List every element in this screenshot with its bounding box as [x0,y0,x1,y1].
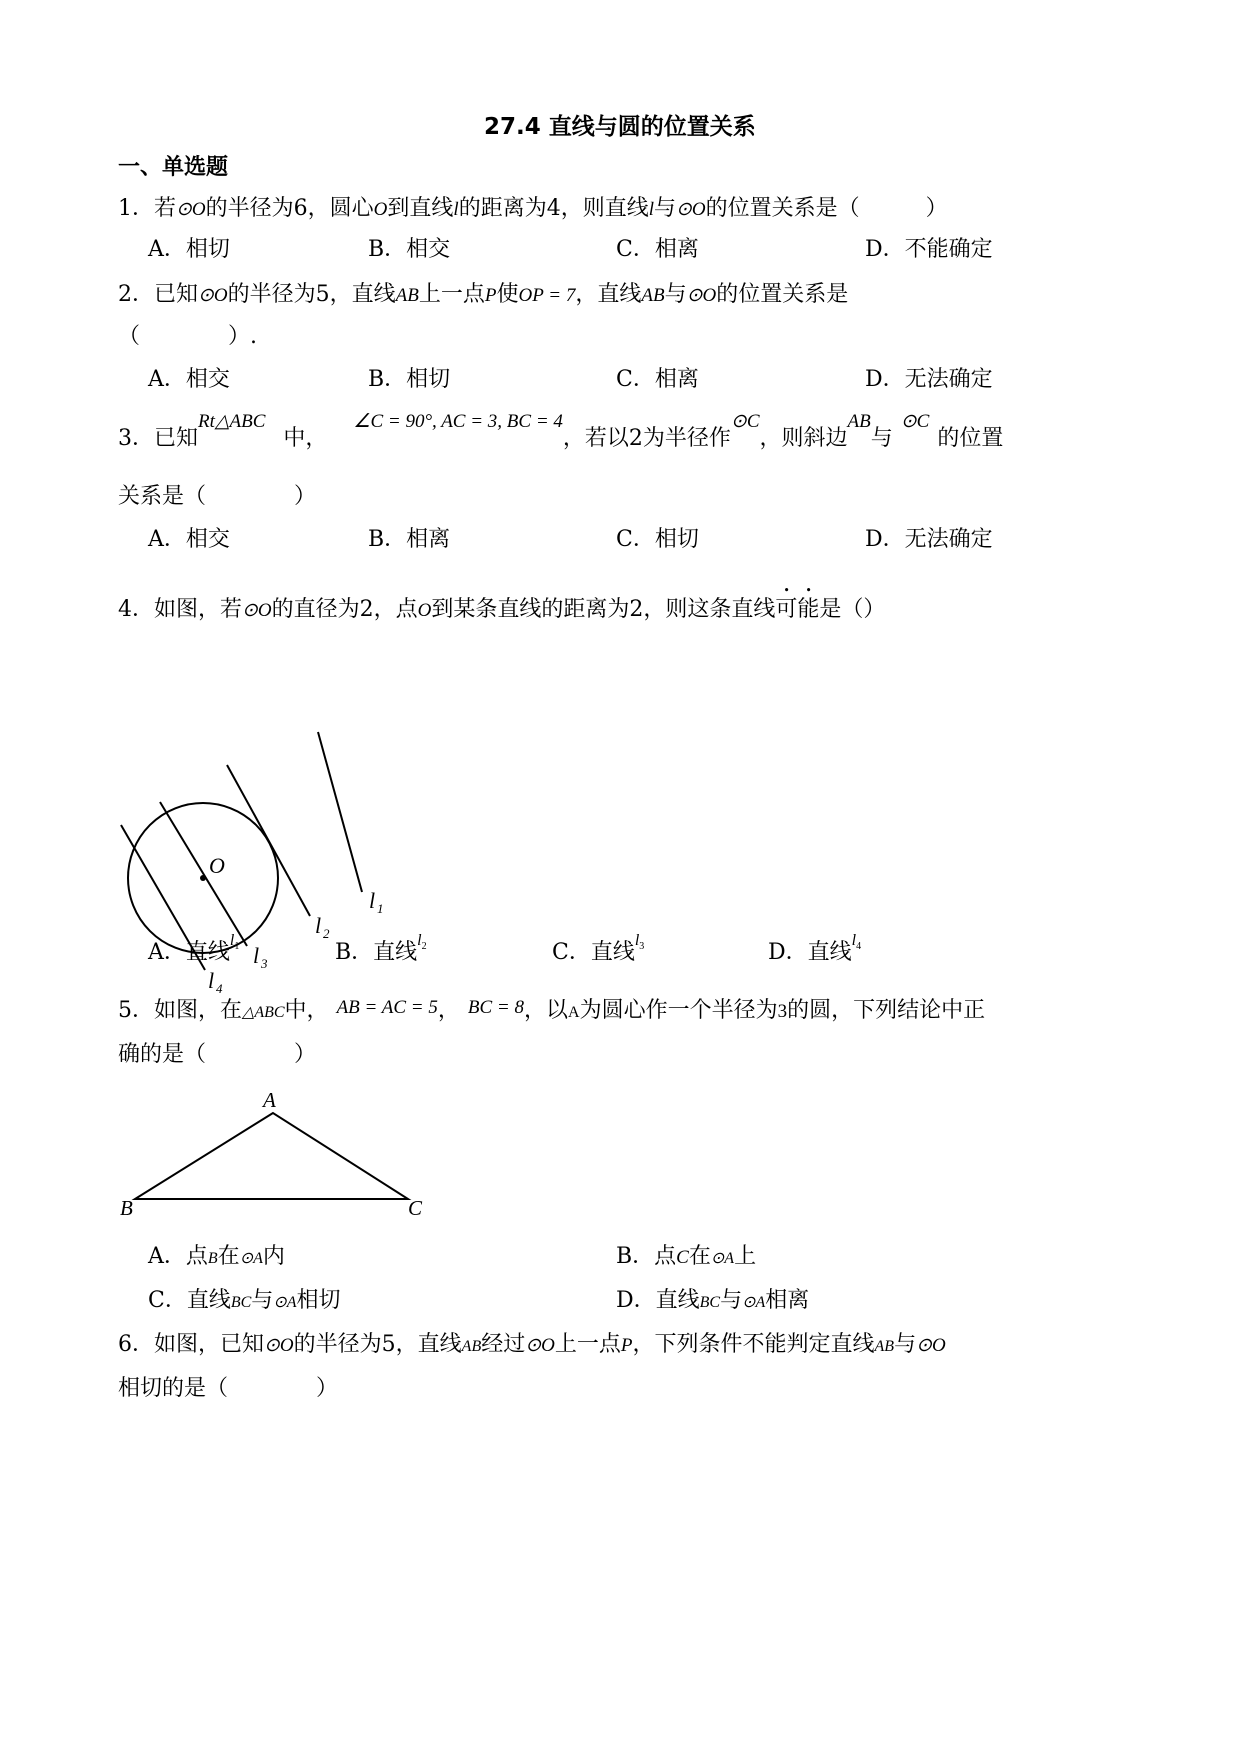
label-l3 [253,943,268,971]
q4-option-d[interactable]: D．直线$^{l_4}$ [768,932,862,965]
svg-text:4: 4 [216,981,223,995]
q5-option-b[interactable]: B．点C在⊙A上 [616,1244,757,1269]
label-l2 [315,913,330,941]
line-l1 [318,732,362,892]
q3-option-c[interactable]: C．相切 [616,527,699,552]
question-5: 5．如图，在△ABC中， AB = AC = 5， BC = 8，以A为圆心作一个半径为3的圆，下列结论中正 [118,997,986,1023]
vertex-a-label: A [263,1088,276,1112]
q3-option-d[interactable]: D．无法确定 [865,527,993,552]
svg-text:2: 2 [323,926,330,941]
q4-option-c[interactable]: C．直线$^{l_3}$ [552,932,645,965]
svg-text:1: 1 [377,901,384,916]
question-3: 3．已知Rt△ABC中，∠C = 90°, AC = 3, BC = 4，若以2为半径作⊙C，则斜边AB与⊙C的位置 [118,411,1004,451]
triangle-abc [135,1113,408,1199]
svg-text:l: l [315,913,322,938]
question-3-line-2: 关系是（ ） [118,484,317,509]
q2-option-a[interactable]: A．相交 [148,367,230,392]
q2-option-d[interactable]: D．无法确定 [865,367,993,392]
q5-option-c[interactable]: C．直线BC与⊙A相切 [148,1288,341,1313]
vertex-b-label: B [120,1196,133,1220]
q4-option-b[interactable]: B．直线$^{l_2}$ [335,932,427,965]
svg-text:3: 3 [261,956,268,971]
q1-option-c[interactable]: C．相离 [616,237,699,262]
svg-text:l: l [208,968,215,993]
triangle-figure [110,1085,430,1220]
section-heading: 一、单选题 [118,155,229,180]
vertex-c-label: C [408,1196,423,1220]
q1-option-d[interactable]: D．不能确定 [865,237,993,262]
q3-option-a[interactable]: A．相交 [148,527,230,552]
q1-option-b[interactable]: B．相交 [368,237,451,262]
q3-option-b[interactable]: B．相离 [368,527,451,552]
q5-option-a[interactable]: A．点B在⊙A内 [148,1244,285,1269]
question-6: 6．如图，已知⊙O的半径为5，直线AB经过⊙O上一点P，下列条件不能判定直线AB与⊙O [118,1332,946,1357]
line-l2 [227,765,310,916]
q5-option-d[interactable]: D．直线BC与⊙A相离 [616,1288,810,1313]
question-1: 1．若⊙O的半径为6，圆心O到直线l的距离为4，则直线l与⊙O的位置关系是（ ） [118,196,948,221]
question-2-line-2: （ ）. [118,324,257,349]
q2-option-c[interactable]: C．相离 [616,367,699,392]
svg-text:l: l [369,888,376,913]
center-label: O [209,853,225,878]
question-5-line-2: 确的是（ ） [118,1042,317,1067]
q2-option-b[interactable]: B．相切 [368,367,451,392]
line-l3 [160,802,247,946]
q1-option-a[interactable]: A．相切 [148,237,230,262]
svg-text:l: l [253,943,260,968]
question-4: 4．如图，若⊙O的直径为2，点O到某条直线的距离为2，则这条直线可能是（） [118,597,886,622]
label-l1 [369,888,384,916]
question-6-line-2: 相切的是（ ） [118,1376,339,1401]
page-title: 27.4 直线与圆的位置关系 [484,114,756,140]
question-2: 2．已知⊙O的半径为5，直线AB上一点P使OP = 7，直线AB与⊙O的位置关系是 [118,282,849,307]
q4-option-a[interactable]: A．直线$^{l_1}$ [148,932,240,965]
